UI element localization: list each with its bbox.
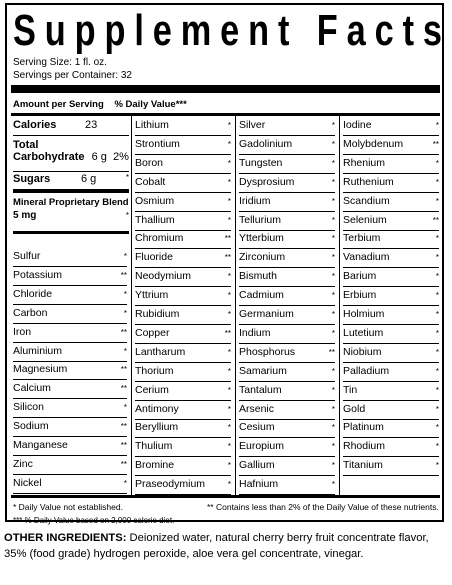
sugars-mark: * <box>125 173 129 182</box>
nutrient-row <box>135 288 231 306</box>
nutrient-row <box>135 269 231 287</box>
nutrient-row <box>135 137 231 155</box>
nutrient-row <box>135 175 231 193</box>
nutrient-row <box>135 458 231 476</box>
nutrient-name: Fluoride <box>135 251 173 264</box>
nutrient-mark: * <box>331 423 335 433</box>
nutrient-row <box>13 268 127 286</box>
nutrient-mark: * <box>435 328 439 338</box>
nutrient-mark: * <box>331 253 335 263</box>
blend-mark: * <box>125 211 129 220</box>
nutrient-mark: * <box>227 196 231 206</box>
nutrient-mark: * <box>227 310 231 319</box>
nutrient-name: Lithium <box>135 119 169 131</box>
blend-label: Mineral Proprietary Blend <box>13 197 129 208</box>
nutrient-name: Lutetium <box>343 326 384 339</box>
nutrient-row <box>135 231 231 249</box>
nutrient-name: Barium <box>343 270 377 283</box>
nutrient-row <box>239 156 335 174</box>
nutrient-mark: * <box>331 310 335 319</box>
nutrient-row <box>239 288 335 306</box>
nutrient-row <box>239 175 335 193</box>
nutrient-name: Copper <box>135 326 170 339</box>
nutrient-mark: * <box>331 385 335 395</box>
nutrient-mark: * <box>227 366 231 376</box>
nutrient-mark: * <box>435 291 439 301</box>
nutrient-row <box>13 457 127 475</box>
footnote-based-on: *** % Daily Value based on 2,000 calorie diet. <box>13 516 175 525</box>
nutrient-name: Phosphorus <box>239 345 296 358</box>
nutrient-mark: ** <box>120 441 127 450</box>
nutrient-name: Potassium <box>13 268 63 281</box>
nutrient-mark: * <box>331 139 335 149</box>
nutrient-name: Molybdenum <box>343 137 404 150</box>
nutrient-mark: * <box>331 272 335 282</box>
nutrient-mark: * <box>227 404 231 414</box>
nutrient-name: Gold <box>343 402 366 415</box>
sugars-amount: 6 g <box>81 173 97 185</box>
nutrient-name: Tungsten <box>239 156 283 169</box>
nutrient-row <box>135 118 231 136</box>
nutrient-row <box>135 477 231 495</box>
nutrient-name: Tellurium <box>239 213 282 226</box>
nutrient-mark: * <box>435 347 439 357</box>
nutrient-name: Zirconium <box>239 251 286 264</box>
nutrient-row <box>239 420 335 438</box>
carb-line <box>13 151 129 163</box>
nutrient-row <box>343 288 439 306</box>
nutrient-name: Thorium <box>135 364 174 377</box>
nutrient-name: Samarium <box>239 364 287 377</box>
sugars-row <box>13 173 129 189</box>
nutrient-mark: ** <box>120 270 127 280</box>
nutrient-row <box>343 137 439 155</box>
nutrient-row <box>239 194 335 212</box>
nutrient-mark: * <box>123 346 127 356</box>
nutrient-mark: * <box>331 196 335 206</box>
calories-row <box>13 119 129 136</box>
nutrient-mark: * <box>331 328 335 338</box>
column-divider <box>131 116 132 495</box>
nutrient-row <box>135 402 231 420</box>
nutrient-mark: * <box>331 461 335 471</box>
nutrient-name: Iodine <box>343 119 372 131</box>
nutrient-name: Iron <box>13 325 32 338</box>
nutrient-name: Dysprosium <box>239 175 295 188</box>
carbohydrate-label: Carbohydrate <box>13 151 85 163</box>
column-divider <box>235 116 236 495</box>
nutrient-mark: * <box>227 139 231 149</box>
nutrient-mark: * <box>123 252 127 261</box>
nutrient-name: Selenium <box>343 213 387 226</box>
nutrient-mark: ** <box>120 422 127 432</box>
nutrient-name: Cerium <box>135 383 169 396</box>
daily-value-header: % Daily Value*** <box>114 99 187 110</box>
nutrient-row <box>343 213 439 231</box>
nutrient-row <box>343 420 439 438</box>
nutrient-row <box>135 194 231 212</box>
nutrient-row <box>135 156 231 174</box>
nutrient-mark: * <box>435 404 439 414</box>
nutrient-name: Platinum <box>343 421 384 434</box>
nutrient-mark: * <box>331 480 335 490</box>
nutrient-name: Silver <box>239 119 266 131</box>
nutrient-row <box>13 476 127 494</box>
nutrient-name: Germanium <box>239 308 294 320</box>
nutrient-mark: ** <box>120 365 127 375</box>
nutrient-mark: * <box>227 121 231 130</box>
nutrient-name: Thallium <box>135 213 175 226</box>
nutrient-name: Cadmium <box>239 289 284 302</box>
nutrient-row <box>135 213 231 231</box>
total-carb-row <box>13 139 129 172</box>
nutrient-row <box>343 307 439 325</box>
nutrient-name: Lantharum <box>135 345 186 358</box>
nutrient-row <box>239 383 335 401</box>
nutrient-mark: * <box>123 308 127 318</box>
nutrient-name: Palladium <box>343 364 390 377</box>
nutrient-row <box>343 156 439 174</box>
nutrient-row <box>135 345 231 363</box>
nutrient-name: Cobalt <box>135 175 166 188</box>
nutrient-name: Rhenium <box>343 156 386 169</box>
nutrient-mark: ** <box>432 215 439 225</box>
nutrient-mark: * <box>227 461 231 471</box>
nutrient-name: Aluminium <box>13 344 63 357</box>
nutrient-name: Hafnium <box>239 478 279 491</box>
calories-label: Calories <box>13 119 57 131</box>
nutrient-name: Nickel <box>13 476 42 489</box>
amount-per-serving-label: Amount per Serving <box>13 99 104 110</box>
total-label: Total <box>13 139 39 151</box>
column-divider <box>339 116 340 495</box>
nutrient-mark: * <box>435 177 439 187</box>
nutrient-name: Sulfur <box>13 250 41 262</box>
nutrient-name: Rubidium <box>135 308 180 320</box>
nutrient-row <box>135 307 231 325</box>
nutrient-row <box>239 269 335 287</box>
nutrient-name: Antimony <box>135 402 179 415</box>
nutrient-name: Arsenic <box>239 402 275 415</box>
nutrient-name: Tantalum <box>239 383 282 396</box>
other-ingredients-label: OTHER INGREDIENTS: <box>4 532 127 544</box>
nutrient-row <box>343 269 439 287</box>
supplement-facts-panel <box>5 3 444 525</box>
nutrient-row <box>239 439 335 457</box>
nutrient-mark: * <box>227 480 231 490</box>
nutrient-mark: * <box>227 347 231 357</box>
nutrient-row <box>343 175 439 193</box>
panel-title: S u p p l e m e n t F a c t s <box>13 6 443 55</box>
nutrient-name: Terbium <box>343 232 381 245</box>
nutrient-name: Zinc <box>13 457 33 470</box>
nutrient-name: Magnesium <box>13 363 68 376</box>
nutrient-row <box>239 364 335 382</box>
nutrient-mark: * <box>227 442 231 452</box>
nutrient-mark: * <box>435 423 439 433</box>
nutrient-mark: * <box>227 385 231 395</box>
nutrient-name: Indium <box>239 326 271 339</box>
nutrient-row <box>239 118 335 136</box>
nutrient-row <box>343 383 439 401</box>
nutrient-name: Bromine <box>135 459 175 472</box>
nutrient-row <box>135 439 231 457</box>
nutrient-name: Osmium <box>135 194 175 207</box>
nutrient-row <box>239 477 335 495</box>
nutrient-mark: * <box>435 366 439 376</box>
other-ingredients <box>4 530 448 562</box>
nutrient-name: Chromium <box>135 232 184 245</box>
nutrient-name: Bismuth <box>239 270 277 283</box>
amount-header <box>13 99 187 110</box>
nutrient-mark: * <box>331 215 335 225</box>
carb-dv: 2% <box>112 151 129 163</box>
nutrient-row <box>343 326 439 344</box>
nutrient-name: Niobium <box>343 345 382 358</box>
thick-divider <box>11 85 440 93</box>
nutrient-name: Holmium <box>343 308 385 320</box>
nutrient-row <box>13 400 127 418</box>
nutrient-mark: * <box>331 404 335 414</box>
nutrient-mark: * <box>435 158 439 168</box>
nutrient-name: Praseodymium <box>135 478 206 491</box>
nutrient-mark: * <box>435 461 439 471</box>
nutrient-mark: * <box>331 291 335 301</box>
nutrient-mark: * <box>227 177 231 187</box>
nutrient-row <box>343 458 439 476</box>
nutrient-row <box>239 345 335 363</box>
nutrient-name: Erbium <box>343 289 377 302</box>
nutrient-name: Boron <box>135 156 164 169</box>
nutrient-row <box>135 250 231 268</box>
nutrient-mark: * <box>227 423 231 433</box>
blend-divider <box>13 189 129 193</box>
nutrient-mark: ** <box>328 347 335 357</box>
nutrient-mark: * <box>435 253 439 263</box>
nutrient-mark: * <box>123 289 127 299</box>
nutrient-name: Cesium <box>239 421 275 434</box>
nutrient-mark: * <box>123 403 127 413</box>
nutrient-name: Manganese <box>13 439 68 451</box>
nutrient-mark: ** <box>120 384 127 394</box>
nutrient-name: Ytterbium <box>239 232 284 245</box>
servings-per-container: Servings per Container: 32 <box>13 70 132 81</box>
nutrient-row <box>13 306 127 324</box>
nutrient-row <box>343 194 439 212</box>
nutrient-name: Tin <box>343 383 358 396</box>
nutrient-name: Scandium <box>343 194 390 207</box>
nutrient-row <box>13 325 127 343</box>
nutrient-row <box>343 364 439 382</box>
nutrient-mark: * <box>435 272 439 282</box>
nutrient-row <box>13 438 127 456</box>
nutrient-name: Strontium <box>135 137 180 150</box>
nutrient-row <box>239 307 335 325</box>
nutrient-row <box>239 213 335 231</box>
nutrient-mark: * <box>435 310 439 319</box>
nutrient-mark: * <box>435 442 439 452</box>
nutrient-row <box>343 402 439 420</box>
nutrient-row <box>343 250 439 268</box>
nutrient-row <box>239 137 335 155</box>
nutrient-name: Beryllium <box>135 421 179 434</box>
nutrient-mark: * <box>227 291 231 301</box>
blend-amount: 5 mg <box>13 210 37 221</box>
nutrient-row <box>239 250 335 268</box>
nutrient-mark: * <box>227 272 231 282</box>
carb-amount: 6 g <box>91 151 107 163</box>
nutrient-mark: * <box>435 385 439 395</box>
serving-size: Serving Size: 1 fl. oz. <box>13 57 107 68</box>
other-ingredients-text: Deionized water, natural cherry berry fruit concentrate flavor, 35% (food grade) hydrogen peroxide, aloe vera gel concentrate, vinegar. <box>4 532 429 560</box>
nutrient-row <box>135 364 231 382</box>
nutrient-row <box>13 249 127 267</box>
nutrient-mark: * <box>435 121 439 130</box>
nutrient-name: Neodymium <box>135 270 192 283</box>
footnote-less-than: ** Contains less than 2% of the Daily Value of these nutrients. <box>207 502 439 512</box>
nutrient-mark: * <box>331 121 335 130</box>
nutrient-name: Gallium <box>239 459 275 472</box>
nutrient-name: Calcium <box>13 382 51 395</box>
nutrient-mark: * <box>123 478 127 488</box>
nutrient-row <box>239 326 335 344</box>
sugars-label: Sugars <box>13 173 51 185</box>
nutrient-name: Vanadium <box>343 251 390 264</box>
nutrient-row <box>239 402 335 420</box>
nutrient-row <box>343 345 439 363</box>
header-divider <box>11 113 440 116</box>
nutrient-mark: ** <box>120 459 127 469</box>
nutrient-row <box>13 419 127 437</box>
nutrient-row <box>135 383 231 401</box>
nutrient-name: Carbon <box>13 306 48 319</box>
footer-divider <box>11 495 440 498</box>
nutrient-mark: ** <box>432 139 439 149</box>
nutrient-name: Silicon <box>13 401 44 414</box>
nutrient-mark: * <box>331 442 335 452</box>
nutrient-mark: * <box>331 366 335 376</box>
blend-row <box>13 197 129 234</box>
nutrient-mark: * <box>435 234 439 244</box>
nutrient-mark: * <box>331 234 335 244</box>
nutrient-name: Titanium <box>343 459 383 472</box>
nutrient-mark: ** <box>120 327 127 337</box>
nutrient-row <box>135 420 231 438</box>
nutrient-mark: * <box>331 177 335 187</box>
nutrient-name: Europium <box>239 440 284 453</box>
nutrient-row <box>13 362 127 380</box>
nutrient-mark: ** <box>224 234 231 244</box>
nutrient-mark: ** <box>224 328 231 338</box>
nutrient-name: Iridium <box>239 194 271 207</box>
nutrient-name: Chloride <box>13 287 53 300</box>
calories-value: 23 <box>85 119 98 131</box>
nutrient-row <box>13 287 127 305</box>
nutrient-row <box>343 439 439 457</box>
footnote-not-established: * Daily Value not established. <box>13 502 123 512</box>
nutrient-name: Yttrium <box>135 289 169 302</box>
nutrient-name: Thulium <box>135 440 173 453</box>
nutrient-name: Gadolinium <box>239 137 293 150</box>
nutrient-row <box>13 381 127 399</box>
nutrient-row <box>135 326 231 344</box>
nutrient-mark: * <box>227 158 231 168</box>
nutrient-row <box>13 344 127 362</box>
nutrient-mark: * <box>331 158 335 168</box>
nutrient-mark: * <box>227 215 231 225</box>
nutrient-row <box>343 231 439 249</box>
nutrient-name: Sodium <box>13 420 49 433</box>
nutrient-mark: ** <box>224 253 231 263</box>
nutrient-row <box>239 231 335 249</box>
nutrient-row <box>343 118 439 136</box>
nutrient-mark: * <box>435 196 439 206</box>
nutrient-row <box>239 458 335 476</box>
nutrient-name: Ruthenium <box>343 175 394 188</box>
nutrient-name: Rhodium <box>343 440 386 453</box>
